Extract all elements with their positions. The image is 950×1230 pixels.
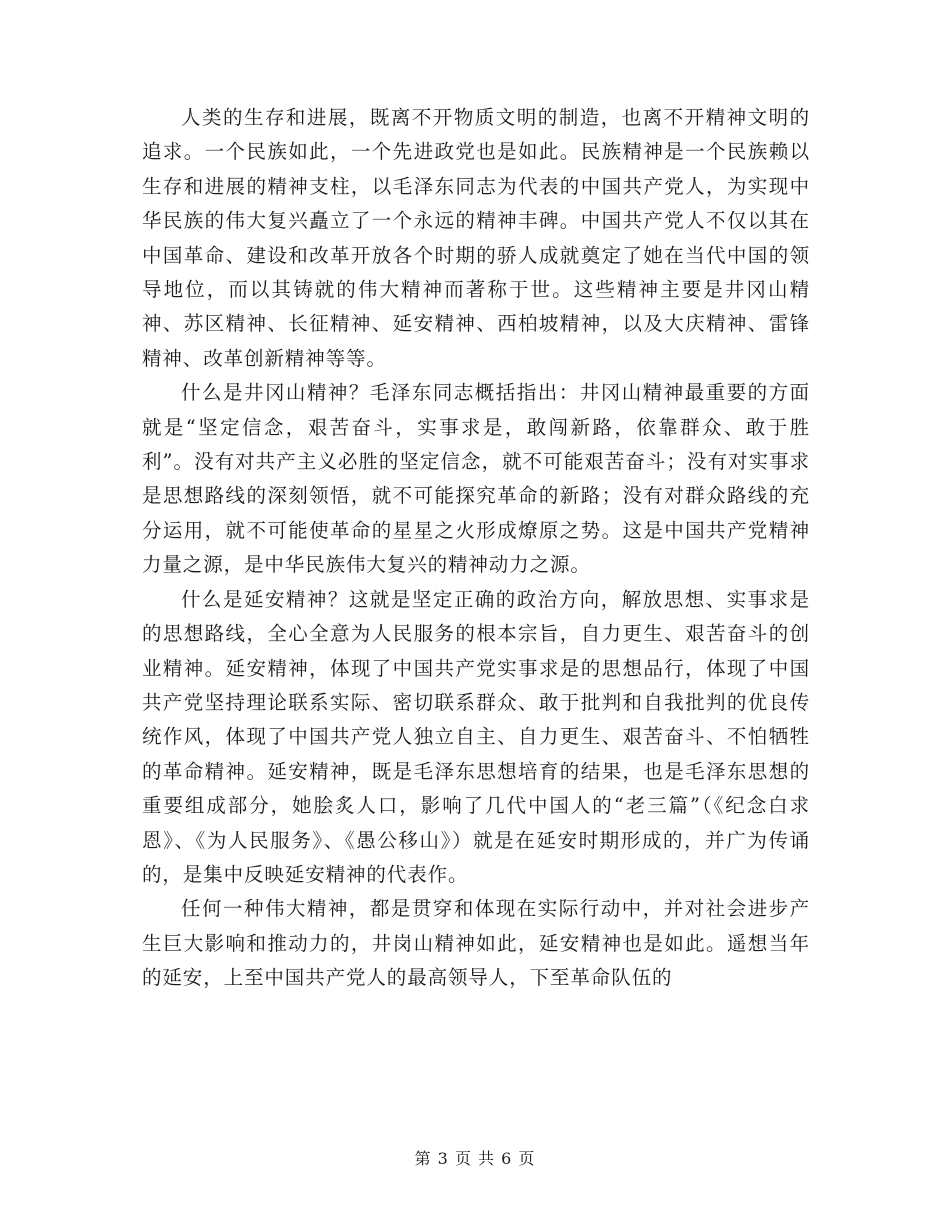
- document-body: [142, 101, 810, 996]
- paragraph-great-spirit-action: 任何一种伟大精神，都是贯穿和体现在实际行动中，并对社会进步产生巨大影响和推动力的，井岗山精神如此，延安精神也是如此。遥想当年的延安，上至中国共产党人的最高领导人，下至革命队伍的: [142, 897, 810, 990]
- paragraph-yanan-spirit: 什么是延安精神？这就是坚定正确的政治方向，解放思想、实事求是的思想路线，全心全意为人民服务的根本宗旨，自力更生、艰苦奋斗的创业精神。延安精神，体现了中国共产党实事求是的思想品行，体现了中国共产党坚持理论联系实际、密切联系群众、敢于批判和自我批判的优良传统作风，体现了中国共产党人独立自主、自力更生、艰苦奋斗、不怕牺牲的革命精神。延安精神，既是毛泽东思想培育的结果，也是毛泽东思想的重要组成部分，她脍炙人口，影响了几代中国人的“老三篇”（《纪念白求恩》、《为人民服务》、《愚公移山》）就是在延安时期形成的，并广为传诵的，是集中反映延安精神的代表作。: [142, 587, 810, 886]
- paragraph-intro: 人类的生存和进展，既离不开物质文明的制造，也离不开精神文明的追求。一个民族如此，一个先进政党也是如此。民族精神是一个民族赖以生存和进展的精神支柱，以毛泽东同志为代表的中国共产党人，为实现中华民族的伟大复兴矗立了一个永远的精神丰碑。中国共产党人不仅以其在中国革命、建设和改革开放各个时期的骄人成就奠定了她在当代中国的领导地位，而以其铸就的伟大精神而著称于世。这些精神主要是井冈山精神、苏区精神、长征精神、延安精神、西柏坡精神，以及大庆精神、雷锋精神、改革创新精神等等。: [142, 106, 810, 370]
- paragraph-jinggangshan-spirit: 什么是井冈山精神？毛泽东同志概括指出：井冈山精神最重要的方面就是“坚定信念，艰苦奋斗，实事求是，敢闯新路，依靠群众、敢于胜利”。没有对共产主义必胜的坚定信念，就不可能艰苦奋斗；没有对实事求是思想路线的深刻领悟，就不可能探究革命的新路；没有对群众路线的充分运用，就不可能使革命的星星之火形成燎原之势。这是中国共产党精神力量之源，是中华民族伟大复兴的精神动力之源。: [142, 381, 810, 577]
- page-number-footer: 第 3 页 共 6 页: [414, 1149, 536, 1168]
